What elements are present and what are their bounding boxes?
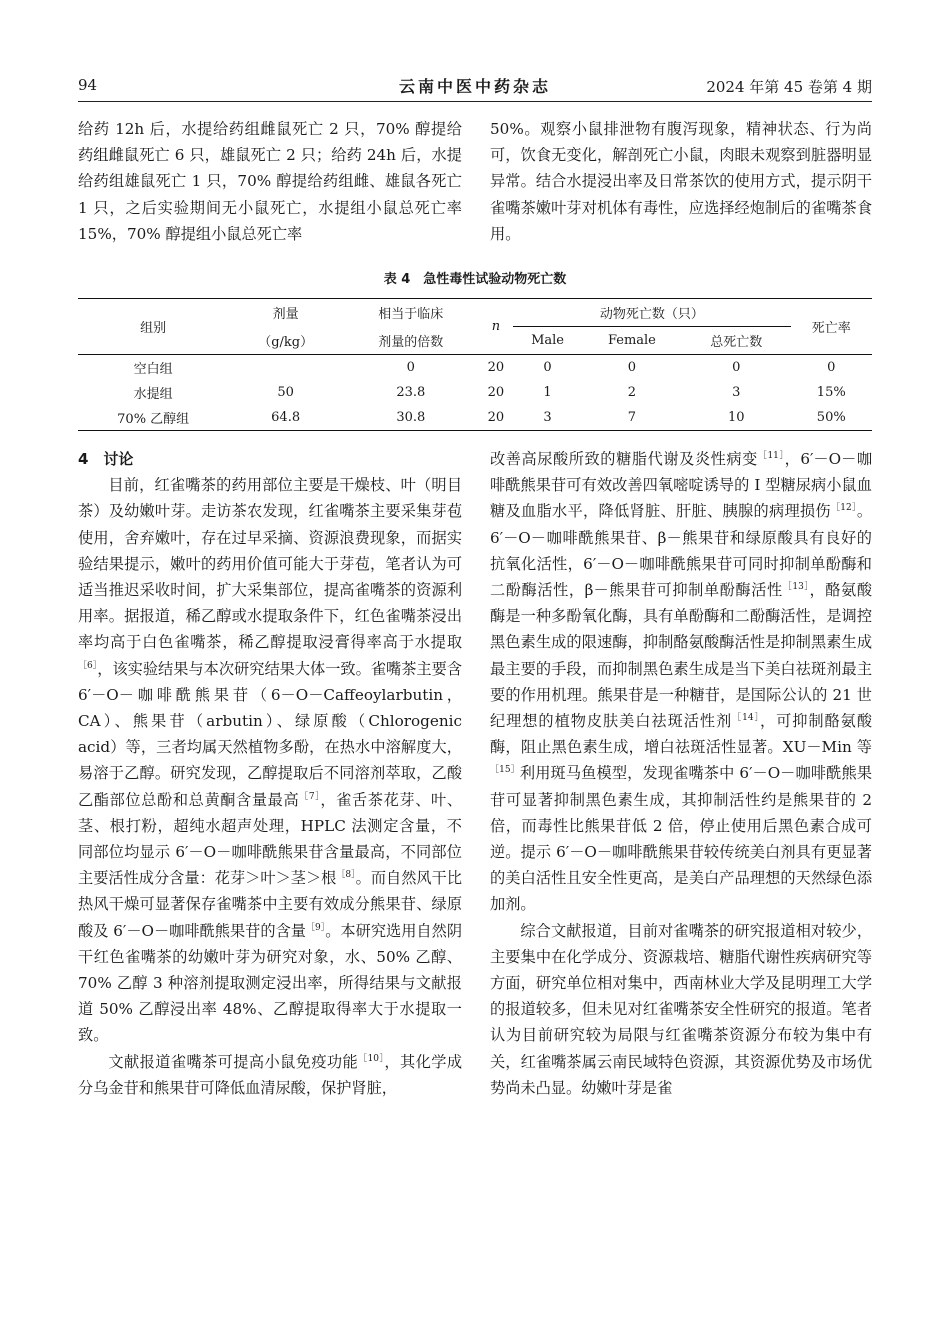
- mortality-table: [78, 298, 872, 431]
- cell-dose: 64.8: [228, 405, 343, 431]
- running-header: [78, 76, 872, 102]
- citation: ［11］: [757, 451, 785, 461]
- citation: ［8］: [336, 870, 356, 881]
- text-run: ，雀舌茶花芽、叶、茎、根打粉，超纯水超声处理，HPLC 法测定含量，不同部位均显示 6′－O－咖啡酰熊果苷含量最高，不同部位主要活性成分含量：花芽＞叶＞茎＞根: [78, 790, 463, 888]
- discussion-paragraph-2: [78, 1049, 462, 1101]
- cell-female: 7: [582, 405, 682, 431]
- cell-ratio: 0: [343, 355, 479, 381]
- text-run: 利用斑马鱼模型，发现雀嘴茶中 6′－O－咖啡酰熊果苷可显著抑制黑色素生成，其抑制活性约是熊果苷的 2 倍，而毒性比熊果苷低 2 倍，停止使用后黑色素合成可逆。提示 6′－O－咖啡酰熊果苷较传统美白剂具有更显著的美白活性且安全性更高，是美白产品理想的天然绿色添加剂。: [490, 764, 873, 914]
- text-run: ，可抑制酪氨酸酶，阻止黑色素生成，增白祛斑活性显著。XU－Min 等: [490, 712, 873, 757]
- cell-male: 1: [543, 385, 552, 400]
- cell-ratio: 30.8: [343, 405, 479, 431]
- cell-group: 70% 乙醇组: [78, 405, 228, 431]
- col-header-ratio-line2: 剂量的倍数: [378, 334, 444, 350]
- table-row: [78, 380, 872, 405]
- col-header-dose-line2: （g/kg）: [258, 334, 314, 350]
- discussion-paragraph-1: [78, 472, 462, 1048]
- text-run: 目前，红雀嘴茶的药用部位主要是干燥枝、叶（明目茶）及幼嫩叶芽。走访茶农发现，红雀嘴茶主要采集芽苞使用，舍弃嫩叶，存在过早采摘、资源浪费现象，而据实验结果提示，嫩叶的药用价值可能大于芽苞，笔者认为可适当推迟采收时间，扩大采集部位，提高雀嘴茶的资源利用率。据报道，稀乙醇或水提取条件下，红色雀嘴茶浸出率均高于白色雀嘴茶，稀乙醇提取浸膏得率高于水提取: [78, 476, 462, 652]
- cell-total: 0: [682, 355, 791, 381]
- text-run: 。本研究选用自然阴干红色雀嘴茶的幼嫩叶芽为研究对象，水、50% 乙醇、70% 乙醇 3 种溶剂提取测定浸出率，所得结果与文献报道 50% 乙醇浸出率 48%、乙醇提取得率大于水提取一致。: [78, 921, 463, 1045]
- journal-title: 云南中医中药杂志: [398, 77, 551, 96]
- cell-group: 空白组: [78, 355, 228, 381]
- table-row: [78, 355, 872, 381]
- citation: ［9］: [305, 922, 326, 933]
- discussion-paragraph-2-cont: [490, 446, 872, 918]
- cell-female: 2: [627, 385, 637, 400]
- col-header-ratio-line1: 相当于临床: [343, 299, 479, 327]
- right-column-top: [490, 116, 872, 247]
- col-header-n: n: [479, 299, 514, 355]
- citation: ［7］: [299, 791, 321, 802]
- cell-n: 20: [479, 405, 514, 431]
- text-run: 综合文献报道，目前对雀嘴茶的研究报道相对较少，主要集中在化学成分、资源栽培、糖脂代谢性疾病研究等方面，研究单位相对集中，西南林业大学及昆明理工大学的报道较多，但未见对红雀嘴茶安全性研究的报道。笔者认为目前研究较为局限与红雀嘴茶资源分布较为集中有关，红雀嘴茶属云南民域特色资源，其资源优势及市场优势尚未凸显。幼嫩叶芽是雀: [490, 921, 872, 1097]
- right-column-discussion: [490, 446, 872, 1101]
- cell-ratio: 23.8: [396, 385, 426, 400]
- cell-dose: 50: [277, 385, 294, 400]
- col-header-dose-line1: 剂量: [228, 299, 343, 327]
- text-run: ，6′－O－咖啡酰熊果苷可有效改善四氧嘧啶诱导的 I 型糖尿病小鼠血糖及血脂水平，降低肾脏、肝脏、胰腺的病理损伤: [490, 450, 873, 521]
- left-column-discussion: [78, 446, 462, 1101]
- text-run: 改善高尿酸所致的糖脂代谢及炎性病变: [490, 450, 758, 468]
- cell-rate: 0: [791, 355, 873, 381]
- col-header-male: Male: [531, 333, 564, 348]
- cell-group: 水提组: [133, 387, 173, 402]
- citation: ［14］: [732, 713, 760, 724]
- citation: ［6］: [78, 660, 98, 671]
- text-run: ，酪氨酸酶是一种多酚氧化酶，具有单酚酶和二酚酶活性，是调控黑色素生成的限速酶，抑制酪氨酸酶活性是抑制黑素生成最主要的手段，而抑制黑色素生成是当下美白祛斑剂最主要的作用机理。熊果苷是一种糖苷，是国际公认的 21 世纪理想的植物皮肤美白祛斑活性剂: [490, 581, 873, 731]
- continued-paragraph-left: 给药 12h 后，水提给药组雌鼠死亡 2 只，70% 醇提给药组雌鼠死亡 6 只，雄鼠死亡 2 只；给药 24h 后，水提给药组雄鼠死亡 1 只，70% 醇提给药组雌、雄鼠各死亡 1 只，之后实验期间无小鼠死亡，水提组小鼠总死亡率 15%，70% 醇提组小鼠总死亡率: [78, 120, 462, 243]
- cell-total: 3: [732, 385, 741, 400]
- cell-male: 0: [513, 355, 582, 381]
- col-header-total: 总死亡数: [710, 335, 763, 350]
- left-column-top: [78, 116, 462, 247]
- cell-total: 10: [682, 405, 791, 431]
- cell-n: 20: [487, 385, 505, 400]
- citation: ［12］: [830, 503, 857, 514]
- text-run: ，其化学成分乌金苷和熊果苷可降低血清尿酸，保护肾脏，: [78, 1052, 463, 1097]
- col-header-female: Female: [607, 333, 656, 348]
- text-run: 。6′－O－咖啡酰熊果苷、β－熊果苷和绿原酸具有良好的抗氧化活性，6′－O－咖啡酰熊果苷可同时抑制单酚酶和二酚酶活性，β－熊果苷可抑制单酚酶活性: [490, 502, 873, 600]
- section-heading: 4 讨论: [78, 450, 134, 468]
- table-caption: 表 4 急性毒性试验动物死亡数: [383, 272, 567, 287]
- continued-paragraph-right: 50%。观察小鼠排泄物有腹泻现象，精神状态、行为尚可，饮食无变化，解剖死亡小鼠，肉眼未观察到脏器明显异常。结合水提浸出率及日常茶饮的使用方式，提示阴干雀嘴茶嫩叶芽对机体有毒性，应选择经炮制后的雀嘴茶食用。: [490, 120, 872, 243]
- citation: ［10］: [358, 1053, 385, 1064]
- cell-female: 0: [582, 355, 682, 381]
- citation: ［15］: [490, 765, 520, 776]
- header-rule: [78, 101, 872, 102]
- cell-male: 3: [513, 405, 582, 431]
- citation: ［13］: [782, 582, 810, 593]
- cell-rate: 15%: [816, 385, 846, 400]
- text-run: ，该实验结果与本次研究结果大体一致。雀嘴茶主要含 6′－O－咖啡酰熊果苷（6－O－Caffeoylarbutin，CA）、熊果苷（arbutin）、绿原酸（Chlorogenic acid）等，三者均属天然植物多酚，在热水中溶解度大，易溶于乙醇。研究发现，乙醇提取后不同溶剂萃取，乙酸乙酯部位总酚和总黄酮含量最高: [78, 659, 463, 809]
- text-run: 文献报道雀嘴茶可提高小鼠免疫功能: [108, 1052, 359, 1071]
- cell-n: 20: [479, 355, 514, 381]
- col-header-deaths: 动物死亡数（只）: [513, 299, 790, 327]
- table-row: [78, 405, 872, 431]
- col-header-group: 组别: [78, 299, 228, 355]
- discussion-paragraph-3: [490, 918, 872, 1101]
- cell-rate: 50%: [791, 405, 873, 431]
- page-number: 94: [78, 76, 98, 94]
- cell-dose: [228, 355, 343, 381]
- col-header-rate: 死亡率: [791, 299, 873, 355]
- issue-info: 2024 年第 45 卷第 4 期: [706, 78, 872, 96]
- text-run: 。而自然风干比热风干燥可显著保存雀嘴茶中主要有效成分熊果苷、绿原酸及 6′－O－咖啡酰熊果苷的含量: [78, 869, 463, 940]
